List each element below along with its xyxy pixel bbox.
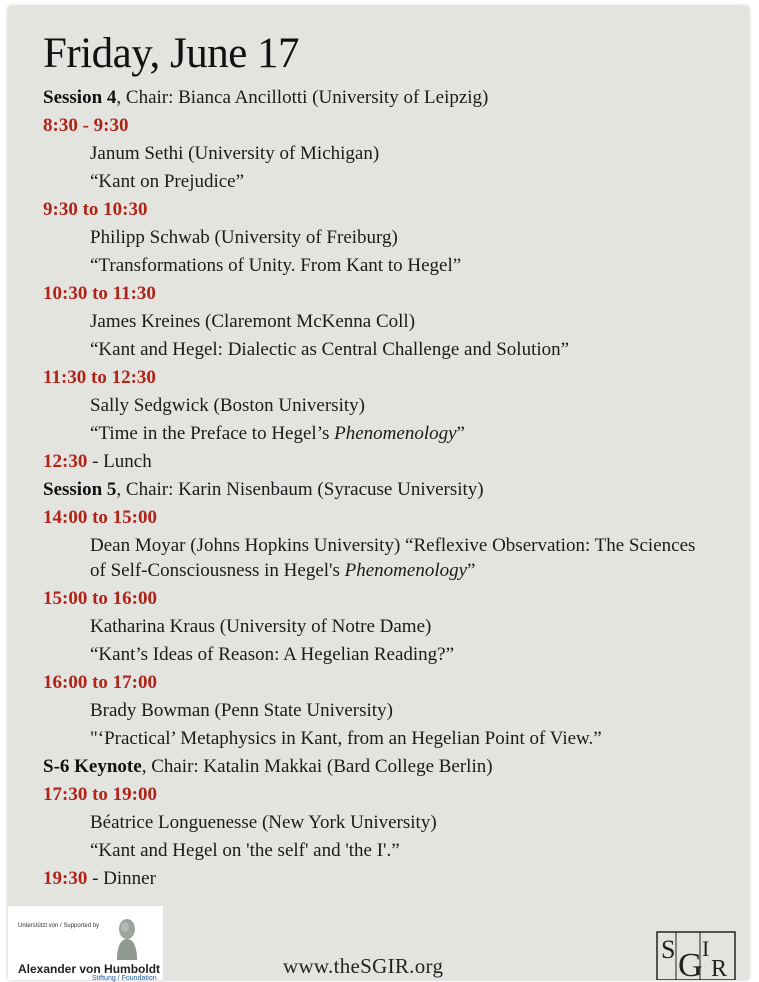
time-slot: 16:00 to 17:00 <box>43 672 157 693</box>
session-chair: , Chair: Katalin Makkai (Bard College Berlin) <box>141 756 493 777</box>
talk-title-emphasis: Phenomenology <box>344 560 468 581</box>
session-4-heading <box>43 86 488 110</box>
talk-title-close: ” <box>456 423 465 444</box>
speaker: Sally Sedgwick (Boston University) <box>90 395 365 416</box>
speaker: Katharina Kraus (University of Notre Dame) <box>90 616 432 637</box>
talk-title-close: ” <box>467 560 476 581</box>
page-title: Friday, June 17 <box>43 30 300 77</box>
svg-text:I: I <box>702 936 710 961</box>
talk-title: “Transformations of Unity. From Kant to Hegel” <box>90 255 462 276</box>
talk-title-text: of Self-Consciousness in Hegel's <box>90 560 345 581</box>
sgir-logo-icon <box>656 930 736 980</box>
time-slot: 19:30 <box>43 868 88 889</box>
talk-title: “Kant’s Ideas of Reason: A Hegelian Reading?” <box>90 644 455 665</box>
svg-text:G: G <box>678 947 703 980</box>
session-label: Session 4 <box>43 87 117 108</box>
break-label: - Dinner <box>87 868 156 889</box>
talk-title: "‘Practical’ Metaphysics in Kant, from an Hegelian Point of View.” <box>90 728 602 749</box>
break-label: - Lunch <box>87 451 152 472</box>
svg-text:S: S <box>661 935 676 964</box>
talk-title: “Kant on Prejudice” <box>90 171 245 192</box>
session-label: Session 5 <box>43 479 117 500</box>
session-5-heading <box>43 478 484 502</box>
time-slot: 9:30 to 10:30 <box>43 199 148 220</box>
time-slot: 11:30 to 12:30 <box>43 367 156 388</box>
talk-title <box>90 559 475 583</box>
speaker: Brady Bowman (Penn State University) <box>90 700 393 721</box>
humboldt-bust-icon <box>112 916 142 960</box>
talk-title-emphasis: Phenomenology <box>334 423 457 444</box>
time-slot: 17:30 to 19:00 <box>43 784 157 805</box>
foundation-name: Alexander von Humboldt <box>18 962 161 976</box>
speaker: Janum Sethi (University of Michigan) <box>90 143 380 164</box>
foundation-subtitle: Stiftung / Foundation <box>92 975 157 982</box>
time-slot: 10:30 to 11:30 <box>43 283 156 304</box>
speaker: Béatrice Longuenesse (New York University) <box>90 812 437 833</box>
supported-by-label: Unterstützt von / Supported by <box>18 923 100 929</box>
website-url: www.theSGIR.org <box>283 954 444 978</box>
speaker: James Kreines (Claremont McKenna Coll) <box>90 311 416 332</box>
time-slot: 8:30 - 9:30 <box>43 115 129 136</box>
talk-title: “Kant and Hegel: Dialectic as Central Challenge and Solution” <box>90 339 570 360</box>
program-page <box>8 6 749 980</box>
time-slot: 12:30 <box>43 451 88 472</box>
humboldt-foundation-logo <box>8 906 163 980</box>
talk-title <box>90 422 465 446</box>
lunch-break <box>43 450 152 474</box>
session-label: S-6 Keynote <box>43 756 142 777</box>
time-slot: 15:00 to 16:00 <box>43 588 157 609</box>
speaker: Philipp Schwab (University of Freiburg) <box>90 227 398 248</box>
speaker-and-title: Dean Moyar (Johns Hopkins University) “Reflexive Observation: The Sciences <box>90 535 696 556</box>
talk-title-text: “Time in the Preface to Hegel’s <box>90 423 335 444</box>
talk-title: “Kant and Hegel on 'the self' and 'the I'.” <box>90 840 400 861</box>
keynote-heading <box>43 755 493 779</box>
time-slot: 14:00 to 15:00 <box>43 507 157 528</box>
session-chair: , Chair: Bianca Ancillotti (University of Leipzig) <box>116 87 489 108</box>
session-chair: , Chair: Karin Nisenbaum (Syracuse University) <box>116 479 484 500</box>
svg-text:R: R <box>711 956 728 980</box>
dinner-break <box>43 867 156 891</box>
